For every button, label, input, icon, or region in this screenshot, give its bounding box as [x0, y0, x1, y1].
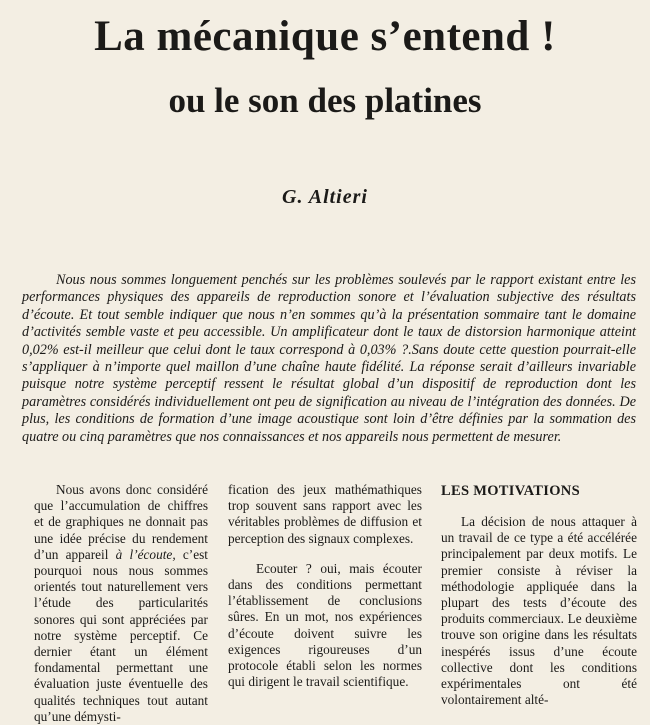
- article-author: G. Altieri: [282, 186, 368, 208]
- column-1-text-after: c’est pourquoi nous nous sommes orientés tout naturellement vers l’étude des particularités sonores qui sont appréciées par notre système perceptif. Ce dernier étant un élément fondamental permettant une évaluation juste éventuelle des qualités techniques tout autant qu’une démysti-: [34, 546, 208, 724]
- article-subtitle: ou le son des platines: [168, 81, 482, 120]
- article-title: La mécanique s’entend !: [94, 13, 556, 60]
- section-heading-motivations: LES MOTIVATIONS: [441, 483, 580, 499]
- column-3: [441, 482, 637, 708]
- column-3-paragraph-1: La décision de nous attaquer à un travail de ce type a été accélérée principalement par deux motifs. Le premier consiste à réviser la méthodologie appliquée dans la plupart des tests d’écoute des produits commerciaux. Le deuxième trouve son origine dans les résultats inespérés issus d’une écoute collective dont les conditions expérimentales ont été volontairement alté-: [441, 514, 637, 708]
- intro-paragraph: Nous nous sommes longuement penchés sur les problèmes soulevés par le rapport existant entre les performances physiques des appareils de reproduction sonore et l’évaluation subjective des résultats d’écoute. Et tout semble indiquer que nous n’en sommes qu’à la présentation sommaire tant le domaine d’activités semble vaste et peu accessible. Un amplificateur dont le taux de distorsion harmonique atteint 0,02% est-il meilleur que celui dont le taux correspond à 0,03% ?.Sans doute cette question pourrait-elle s’appliquer à n’importe quel maillon d’une chaîne haute fidélité. La réponse serait d’ailleurs invariable puisque notre système perceptif ressent le résultat global d’un dispositif de reproduction dont les paramètres considérés individuellement ont peu de signification au niveau de l’intégration des données. De plus, les conditions de formation d’une image acoustique sont loin d’être définies par la sommation des quatre ou cinq paramètres que nos connaissances et nos appareils nous permettent de mesurer.: [22, 272, 636, 445]
- column-1-paragraph: [34, 482, 208, 725]
- column-2-paragraph-1: fication des jeux mathémathiques trop souvent sans rapport avec les véritables problèmes de diffusion et perception des signaux complexes.: [228, 482, 422, 546]
- column-1-text-before: Nous avons donc considéré que l’accumulation de chiffres et de graphiques ne donnait pas une idée précise du rendement d’un appareil: [34, 482, 208, 562]
- column-2: [228, 482, 422, 704]
- column-1: [34, 482, 208, 725]
- column-1-emphasis: à l’écoute,: [115, 546, 176, 562]
- column-2-paragraph-2: Ecouter ? oui, mais écouter dans des conditions permettant l’établissement de conclusions sûres. En un mot, nos expériences d’écoute doivent suivre les exigences rigoureuses d’un protocole établi selon les normes qui dirigent le travail scientifique.: [228, 560, 422, 690]
